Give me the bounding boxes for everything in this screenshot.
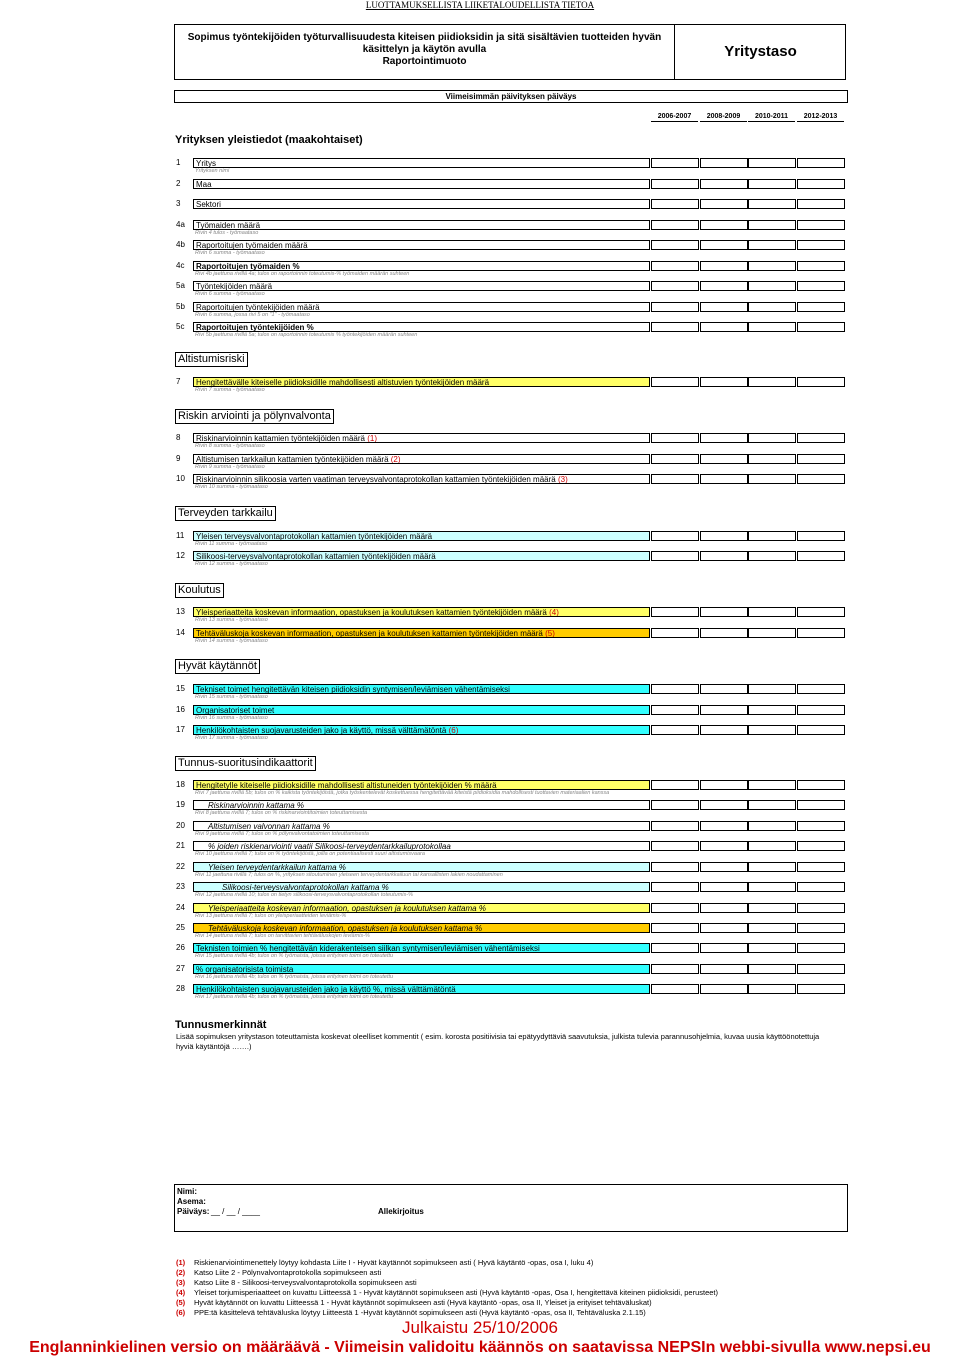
input-cell-row-23-2008-2009[interactable]: [700, 882, 748, 892]
input-cell-row-9-2006-2007[interactable]: [651, 454, 699, 464]
row-label-18: Hengitetylle kiteiselle piidioksidille mahdollisesti altistuneiden työntekijöiden % määrä: [193, 780, 650, 790]
row-number-26: 26: [176, 943, 185, 952]
footnote-ref-8: (1): [364, 434, 377, 443]
row-hint-8: Rivin 8 summa - työmaataso: [195, 443, 265, 449]
row-label-9: Altistumisen tarkkailun kattamien työntekijöiden määrä (2): [193, 454, 650, 464]
input-cell-row-9-2012-2013[interactable]: [797, 454, 845, 464]
section-title-4: Koulutus: [175, 583, 224, 598]
input-cell-row-8-2006-2007[interactable]: [651, 433, 699, 443]
row-hint-9: Rivin 9 summa - työmaataso: [195, 464, 265, 470]
input-cell-row-16-2008-2009[interactable]: [700, 705, 748, 715]
year-header-2006-2007: 2006-2007: [651, 112, 698, 122]
row-label-20: Altistumisen valvonnan kattama %: [193, 821, 650, 831]
input-cell-row-22-2012-2013[interactable]: [797, 862, 845, 872]
input-cell-row-3-2012-2013[interactable]: [797, 199, 845, 209]
row-label-10: Riskinarvioinnin silikoosia varten vaatiman terveysvalvontaprotokollan kattamien työntekijöiden määrä (3): [193, 474, 650, 484]
footnote-number: (2): [176, 1268, 186, 1277]
footnote-ref-9: (2): [388, 455, 401, 464]
input-cell-row-22-2008-2009[interactable]: [700, 862, 748, 872]
row-number-4c: 4c: [176, 261, 185, 270]
input-cell-row-21-2012-2013[interactable]: [797, 841, 845, 851]
input-cell-row-5a-2008-2009[interactable]: [700, 281, 748, 291]
row-number-24: 24: [176, 903, 185, 912]
input-cell-row-21-2010-2011[interactable]: [748, 841, 796, 851]
header-box: [174, 24, 846, 80]
input-cell-row-7-2006-2007[interactable]: [651, 377, 699, 387]
input-cell-row-13-2008-2009[interactable]: [700, 607, 748, 617]
input-cell-row-10-2008-2009[interactable]: [700, 474, 748, 484]
row-label-7: Hengitettävälle kiteiselle piidioksidille mahdollisesti altistuvien työntekijöiden määrä: [193, 377, 650, 387]
row-label-5a: Työntekijöiden määrä: [193, 281, 650, 291]
input-cell-row-5c-2012-2013[interactable]: [797, 322, 845, 332]
row-hint-16: Rivin 16 summa - työmaataso: [195, 715, 268, 721]
row-label-26: Teknisten toimien % hengitettävän kiderakenteisen siilkan syntymisen/leviämisen vähentämiseksi: [193, 943, 650, 953]
row-label-12: Silikoosi-terveysvalvontaprotokollan kattamien työntekijöiden määrä: [193, 551, 650, 561]
input-cell-row-9-2008-2009[interactable]: [700, 454, 748, 464]
row-number-8: 8: [176, 433, 181, 442]
row-number-5c: 5c: [176, 322, 185, 331]
row-number-7: 7: [176, 377, 181, 386]
input-cell-row-13-2010-2011[interactable]: [748, 607, 796, 617]
row-number-16: 16: [176, 705, 185, 714]
row-number-23: 23: [176, 882, 185, 891]
input-cell-row-16-2006-2007[interactable]: [651, 705, 699, 715]
input-cell-row-19-2008-2009[interactable]: [700, 800, 748, 810]
input-cell-row-15-2012-2013[interactable]: [797, 684, 845, 694]
footnote-text: Hyvät käytännöt on kuvattu Liitteessä 1 - Hyvät käytännöt sopimukseen asti (Hyvä käytäntö -opas, osa II, Yleiset ja erityiset tehtäväluskat): [194, 1298, 652, 1307]
input-cell-row-15-2008-2009[interactable]: [700, 684, 748, 694]
form-title: [175, 25, 675, 79]
row-hint-15: Rivin 15 summa - työmaataso: [195, 694, 268, 700]
footnote-number: (4): [176, 1288, 186, 1297]
input-cell-row-4c-2006-2007[interactable]: [651, 261, 699, 271]
row-label-4a: Työmaiden määrä: [193, 220, 650, 230]
row-label-19: Riskinarvioinnin kattama %: [193, 800, 650, 810]
input-cell-row-1-2008-2009[interactable]: [700, 158, 748, 168]
input-cell-row-18-2012-2013[interactable]: [797, 780, 845, 790]
input-cell-row-23-2006-2007[interactable]: [651, 882, 699, 892]
input-cell-row-14-2010-2011[interactable]: [748, 628, 796, 638]
input-cell-row-19-2010-2011[interactable]: [748, 800, 796, 810]
row-number-4a: 4a: [176, 220, 185, 229]
input-cell-row-28-2008-2009[interactable]: [700, 984, 748, 994]
row-label-25: Tehtäväluskoja koskevan informaation, opastuksen ja koulutuksen kattama %: [193, 923, 650, 933]
input-cell-row-5a-2012-2013[interactable]: [797, 281, 845, 291]
row-label-8: Riskinarvioinnin kattamien työntekijöiden määrä (1): [193, 433, 650, 443]
row-number-19: 19: [176, 800, 185, 809]
row-hint-10: Rivin 10 summa - työmaataso: [195, 484, 268, 490]
row-hint-26: Rivi 15 jaettuna rivillä 4b; tulos on % työmaista, joissa erityinen toimi on toteutettu: [195, 953, 394, 959]
row-label-17: Henkilökohtaisten suojavarusteiden jako ja käyttö, missä välttämätöntä (6): [193, 725, 650, 735]
input-cell-row-2-2008-2009[interactable]: [700, 179, 748, 189]
input-cell-row-10-2010-2011[interactable]: [748, 474, 796, 484]
input-cell-row-15-2006-2007[interactable]: [651, 684, 699, 694]
input-cell-row-12-2010-2011[interactable]: [748, 551, 796, 561]
title-line-1: Sopimus työntekijöiden työturvallisuudesta kiteisen piidioksidin ja sitä sisältävien tuotteiden hyvän: [187, 32, 662, 43]
footnote-5: [176, 1298, 718, 1308]
row-label-28: Henkilökohtaisten suojavarusteiden jako ja käyttö %, missä välttämätöntä: [193, 984, 650, 994]
input-cell-row-20-2008-2009[interactable]: [700, 821, 748, 831]
input-cell-row-22-2010-2011[interactable]: [748, 862, 796, 872]
input-cell-row-3-2008-2009[interactable]: [700, 199, 748, 209]
row-number-28: 28: [176, 984, 185, 993]
input-cell-row-4a-2010-2011[interactable]: [748, 220, 796, 230]
footnote-text: Katso Liite 8 - Silikoosi-terveysvalvontaprotokolla sopimukseen asti: [194, 1278, 417, 1287]
footnote-3: [176, 1278, 718, 1288]
input-cell-row-17-2012-2013[interactable]: [797, 725, 845, 735]
row-hint-1: Yrityksen nimi: [195, 168, 230, 174]
input-cell-row-23-2012-2013[interactable]: [797, 882, 845, 892]
row-number-27: 27: [176, 964, 185, 973]
input-cell-row-4c-2008-2009[interactable]: [700, 261, 748, 271]
row-number-14: 14: [176, 628, 185, 637]
row-hint-25: Rivi 14 jaettuna rivillä 7; tulos on tarvittavien tehtäväluskojen leviämis-%: [195, 933, 370, 939]
input-cell-row-28-2006-2007[interactable]: [651, 984, 699, 994]
row-number-15: 15: [176, 684, 185, 693]
input-cell-row-11-2012-2013[interactable]: [797, 531, 845, 541]
input-cell-row-17-2006-2007[interactable]: [651, 725, 699, 735]
section-title-1: Altistumisriski: [175, 352, 248, 367]
input-cell-row-7-2010-2011[interactable]: [748, 377, 796, 387]
footnote-1: [176, 1258, 718, 1268]
input-cell-row-25-2010-2011[interactable]: [748, 923, 796, 933]
row-number-21: 21: [176, 841, 185, 850]
input-cell-row-24-2010-2011[interactable]: [748, 903, 796, 913]
row-label-16: Organisatoriset toimet: [193, 705, 650, 715]
input-cell-row-11-2008-2009[interactable]: [700, 531, 748, 541]
footnote-text: Katso Liite 2 - Pölynvalvontaprotokolla sopimukseen asti: [194, 1268, 382, 1277]
input-cell-row-19-2006-2007[interactable]: [651, 800, 699, 810]
input-cell-row-27-2008-2009[interactable]: [700, 964, 748, 974]
input-cell-row-5a-2006-2007[interactable]: [651, 281, 699, 291]
row-hint-4c: Rivi 4b jaettuna rivillä 4a; tulos on raportoinnin toteutumis-% työmaiden määrän suhteen: [195, 271, 410, 277]
role-label[interactable]: Asema:: [177, 1197, 206, 1206]
row-hint-28: Rivi 17 jaettuna rivillä 4b; tulos on % työmaista, joissa erityinen toimi on toteutettu: [195, 994, 394, 1000]
row-hint-20: Rivi 9 jaettuna rivillä 7; tulos on % pölynvalvontatoimien toteuttamisesta: [195, 831, 369, 837]
row-number-25: 25: [176, 923, 185, 932]
input-cell-row-25-2008-2009[interactable]: [700, 923, 748, 933]
row-number-12: 12: [176, 551, 185, 560]
row-label-11: Yleisen terveysvalvontaprotokollan kattamien työntekijöiden määrä: [193, 531, 650, 541]
general-info-title: Yrityksen yleistiedot (maakohtaiset): [175, 134, 363, 146]
row-hint-23: Rivi 12 jaettuna rivillä 10; tulos on tietyn silikoosi-terveysvalvontaprotokollan toteutumis-%: [195, 892, 413, 898]
input-cell-row-5b-2010-2011[interactable]: [748, 302, 796, 312]
input-cell-row-14-2006-2007[interactable]: [651, 628, 699, 638]
input-cell-row-4a-2008-2009[interactable]: [700, 220, 748, 230]
input-cell-row-7-2012-2013[interactable]: [797, 377, 845, 387]
footnote-number: (5): [176, 1298, 186, 1307]
input-cell-row-4c-2010-2011[interactable]: [748, 261, 796, 271]
row-hint-14: Rivin 14 summa - työmaataso: [195, 638, 268, 644]
row-label-5b: Raportoitujen työntekijöiden määrä: [193, 302, 650, 312]
row-number-17: 17: [176, 725, 185, 734]
input-cell-row-5c-2010-2011[interactable]: [748, 322, 796, 332]
row-number-4b: 4b: [176, 240, 185, 249]
input-cell-row-4c-2012-2013[interactable]: [797, 261, 845, 271]
input-cell-row-20-2012-2013[interactable]: [797, 821, 845, 831]
row-number-5a: 5a: [176, 281, 185, 290]
input-cell-row-9-2010-2011[interactable]: [748, 454, 796, 464]
input-cell-row-28-2010-2011[interactable]: [748, 984, 796, 994]
row-label-2: Maa: [193, 179, 650, 189]
input-cell-row-5b-2006-2007[interactable]: [651, 302, 699, 312]
report-date-label: Viimeisimmän päivityksen päiväys: [174, 90, 848, 103]
input-cell-row-24-2012-2013[interactable]: [797, 903, 845, 913]
input-cell-row-4b-2008-2009[interactable]: [700, 240, 748, 250]
input-cell-row-26-2010-2011[interactable]: [748, 943, 796, 953]
input-cell-row-5a-2010-2011[interactable]: [748, 281, 796, 291]
input-cell-row-25-2012-2013[interactable]: [797, 923, 845, 933]
input-cell-row-25-2006-2007[interactable]: [651, 923, 699, 933]
row-label-27: % organisatorisista toimista: [193, 964, 650, 974]
input-cell-row-10-2006-2007[interactable]: [651, 474, 699, 484]
input-cell-row-1-2010-2011[interactable]: [748, 158, 796, 168]
input-cell-row-5c-2008-2009[interactable]: [700, 322, 748, 332]
input-cell-row-26-2006-2007[interactable]: [651, 943, 699, 953]
row-hint-19: Rivi 8 jaettuna rivillä 7; tulos on % riskinarviointitoimien toteuttamisesta: [195, 810, 368, 816]
row-hint-13: Rivin 13 summa - työmaataso: [195, 617, 268, 623]
row-label-15: Tekniset toimet hengitettävän kiteisen piidioksidin syntymisen/leviämisen vähentämiseksi: [193, 684, 650, 694]
row-hint-5c: Rivi 5b jaettuna rivillä 5a; tulos on raportoinnin toteutumis % työntekijöiden määrän suhteen: [195, 332, 418, 338]
input-cell-row-4a-2006-2007[interactable]: [651, 220, 699, 230]
year-header-2012-2013: 2012-2013: [797, 112, 844, 122]
row-hint-11: Rivin 11 summa - työmaataso: [195, 541, 268, 547]
row-hint-18: Rivi 7 jaettuna rivillä 5b; tulos on % kaikista työntekijöistä, jotka työskentelevät koskettuessa hengitettävää kiteistä piidioksidia mahdollisesti tuottavien materiaalien kanssa: [195, 790, 610, 796]
row-hint-22: Rivi 11 jaettuna rivillä 7; tulos on %, yrityksen sitoutuminen yleiseen terveydentarkkailuun tai kansallisten lakien noudattaminen: [195, 872, 503, 878]
signature-box: [174, 1184, 848, 1232]
row-number-18: 18: [176, 780, 185, 789]
footnote-ref-10: (3): [555, 475, 568, 484]
section-title-6: Tunnus-suoritusindikaattorit: [175, 756, 316, 771]
input-cell-row-17-2010-2011[interactable]: [748, 725, 796, 735]
input-cell-row-3-2010-2011[interactable]: [748, 199, 796, 209]
input-cell-row-18-2008-2009[interactable]: [700, 780, 748, 790]
input-cell-row-24-2008-2009[interactable]: [700, 903, 748, 913]
input-cell-row-19-2012-2013[interactable]: [797, 800, 845, 810]
signature-label[interactable]: Allekirjoitus: [378, 1207, 424, 1216]
confidential-banner: LUOTTAMUKSELLISTA LIIKETALOUDELLISTA TIETOA: [365, 0, 595, 10]
input-cell-row-5b-2012-2013[interactable]: [797, 302, 845, 312]
english-version-note: Englanninkielinen versio on määräävä - Viimeisin validoitu käännös on saatavissa NEPSIn webbi-sivulla www.nepsi.eu: [29, 1339, 931, 1356]
date-label: Päiväys:: [177, 1207, 210, 1216]
row-label-14: Tehtäväluskoja koskevan informaation, opastuksen ja koulutuksen kattamien työntekijöiden määrä (5): [193, 628, 650, 638]
title-line-2: käsittelyn ja käytön avulla: [362, 44, 487, 55]
footnote-6: [176, 1308, 718, 1318]
row-hint-27: Rivi 16 jaettuna rivillä 4b; tulos on % työmaista, joissa erityinen toimi on toteutettu: [195, 974, 394, 980]
input-cell-row-12-2006-2007[interactable]: [651, 551, 699, 561]
input-cell-row-28-2012-2013[interactable]: [797, 984, 845, 994]
row-hint-17: Rivin 17 summa - työmaataso: [195, 735, 268, 741]
row-label-22: Yleisen terveydentarkkailun kattama %: [193, 862, 650, 872]
input-cell-row-2-2010-2011[interactable]: [748, 179, 796, 189]
title-line-3: Raportointimuoto: [382, 56, 467, 67]
footnotes: [176, 1258, 718, 1318]
input-cell-row-8-2008-2009[interactable]: [700, 433, 748, 443]
row-hint-5a: Rivin 6 summa - työmaataso: [195, 291, 265, 297]
row-number-13: 13: [176, 607, 185, 616]
row-number-5b: 5b: [176, 302, 185, 311]
row-hint-21: Rivi 10 jaettuna rivillä 7; tulos on % työntekijöistä, joilla on potentiaalisesti suuri altistumisvaara: [195, 851, 425, 857]
input-cell-row-16-2010-2011[interactable]: [748, 705, 796, 715]
date-field[interactable]: __ / __ / ____: [211, 1207, 260, 1216]
input-cell-row-24-2006-2007[interactable]: [651, 903, 699, 913]
input-cell-row-16-2012-2013[interactable]: [797, 705, 845, 715]
input-cell-row-20-2010-2011[interactable]: [748, 821, 796, 831]
input-cell-row-5b-2008-2009[interactable]: [700, 302, 748, 312]
input-cell-row-22-2006-2007[interactable]: [651, 862, 699, 872]
input-cell-row-14-2012-2013[interactable]: [797, 628, 845, 638]
input-cell-row-13-2012-2013[interactable]: [797, 607, 845, 617]
input-cell-row-12-2008-2009[interactable]: [700, 551, 748, 561]
row-number-22: 22: [176, 862, 185, 871]
input-cell-row-18-2006-2007[interactable]: [651, 780, 699, 790]
input-cell-row-5c-2006-2007[interactable]: [651, 322, 699, 332]
row-hint-4b: Rivin 6 summa - työmaataso: [195, 250, 265, 256]
row-hint-7: Rivin 7 summa - työmaataso: [195, 387, 265, 393]
input-cell-row-8-2010-2011[interactable]: [748, 433, 796, 443]
row-number-3: 3: [176, 199, 181, 208]
input-cell-row-11-2010-2011[interactable]: [748, 531, 796, 541]
input-cell-row-7-2008-2009[interactable]: [700, 377, 748, 387]
input-cell-row-26-2008-2009[interactable]: [700, 943, 748, 953]
input-cell-row-2-2006-2007[interactable]: [651, 179, 699, 189]
row-hint-24: Rivi 13 jaettuna rivillä 7; tulos on yleisperiaatteiden leviämis-%: [195, 913, 347, 919]
footnote-2: [176, 1268, 718, 1278]
published-date: Julkaistu 25/10/2006: [402, 1318, 558, 1337]
footnote-ref-13: (4): [546, 608, 559, 617]
input-cell-row-12-2012-2013[interactable]: [797, 551, 845, 561]
comments-text[interactable]: Lisää sopimuksen yritystason toteuttamista koskevat oleelliset kommentit ( esim. korosta positiivisia tai epätyydyttäviä saavutuksia, julkista tulevia parannusohjelmia, kuvaa uusia käyttöönotettuja hyviä käytäntöjä …….): [176, 1032, 820, 1051]
section-title-3: Terveyden tarkkailu: [175, 506, 276, 521]
footnote-number: (1): [176, 1258, 186, 1267]
input-cell-row-11-2006-2007[interactable]: [651, 531, 699, 541]
input-cell-row-3-2006-2007[interactable]: [651, 199, 699, 209]
year-header-2008-2009: 2008-2009: [700, 112, 747, 122]
row-label-24: Yleisperiaatteita koskevan informaation, opastuksen ja koulutuksen kattama %: [193, 903, 650, 913]
input-cell-row-4b-2012-2013[interactable]: [797, 240, 845, 250]
row-label-23: Silikoosi-terveysvalvontaprotokollan kattama %: [193, 882, 650, 892]
row-number-11: 11: [176, 531, 185, 540]
section-title-5: Hyvät käytännöt: [175, 659, 260, 674]
row-hint-5b: Rivin 6 summa, jossa rivi 5 on "1" - työmaataso: [195, 312, 310, 318]
input-cell-row-4b-2006-2007[interactable]: [651, 240, 699, 250]
input-cell-row-2-2012-2013[interactable]: [797, 179, 845, 189]
row-number-10: 10: [176, 474, 185, 483]
row-number-20: 20: [176, 821, 185, 830]
input-cell-row-27-2006-2007[interactable]: [651, 964, 699, 974]
row-label-13: Yleisperiaatteita koskevan informaation, opastuksen ja koulutuksen kattamien työntekijöiden määrä (4): [193, 607, 650, 617]
row-number-2: 2: [176, 179, 181, 188]
name-label[interactable]: Nimi:: [177, 1187, 197, 1196]
row-label-4c: Raportoitujen työmaiden %: [193, 261, 650, 271]
input-cell-row-10-2012-2013[interactable]: [797, 474, 845, 484]
input-cell-row-17-2008-2009[interactable]: [700, 725, 748, 735]
footnote-ref-17: (6): [446, 726, 459, 735]
level-label: Yritystaso: [724, 43, 797, 60]
input-cell-row-1-2012-2013[interactable]: [797, 158, 845, 168]
input-cell-row-23-2010-2011[interactable]: [748, 882, 796, 892]
year-header-2010-2011: 2010-2011: [748, 112, 795, 122]
input-cell-row-1-2006-2007[interactable]: [651, 158, 699, 168]
input-cell-row-18-2010-2011[interactable]: [748, 780, 796, 790]
footnote-text: Riskienarviointimenettely löytyy kohdasta Liite I - Hyvät käytännöt sopimukseen asti ( Hyvä käytäntö -opas, osa I, luku 4): [194, 1258, 594, 1267]
input-cell-row-4a-2012-2013[interactable]: [797, 220, 845, 230]
input-cell-row-14-2008-2009[interactable]: [700, 628, 748, 638]
input-cell-row-27-2010-2011[interactable]: [748, 964, 796, 974]
section-title-2: Riskin arviointi ja pölynvalvonta: [175, 409, 334, 424]
row-number-9: 9: [176, 454, 181, 463]
footnote-text: PPE:tä käsittelevä tehtäväluska löytyy Liitteestä 1 -Hyvät käytännöt sopimukseen asti (Hyvä käytäntö -opas, osa II, Tehtäväluska 2.1.15): [194, 1308, 646, 1317]
row-hint-4a: Rivin 4 tulos - työmaataso: [195, 230, 259, 236]
comments-title: Tunnusmerkinnät: [175, 1019, 267, 1031]
row-label-1: Yritys: [193, 158, 650, 168]
row-number-1: 1: [176, 158, 181, 167]
input-cell-row-21-2008-2009[interactable]: [700, 841, 748, 851]
input-cell-row-27-2012-2013[interactable]: [797, 964, 845, 974]
input-cell-row-26-2012-2013[interactable]: [797, 943, 845, 953]
input-cell-row-21-2006-2007[interactable]: [651, 841, 699, 851]
input-cell-row-20-2006-2007[interactable]: [651, 821, 699, 831]
row-label-21: % joiden riskienarviointi vaatii Silikoosi-terveydentarkkailuprotokollaa: [193, 841, 650, 851]
input-cell-row-8-2012-2013[interactable]: [797, 433, 845, 443]
footnote-4: [176, 1288, 718, 1298]
footnote-ref-14: (5): [542, 629, 555, 638]
footnote-number: (6): [176, 1308, 186, 1317]
input-cell-row-4b-2010-2011[interactable]: [748, 240, 796, 250]
footnote-text: Yleiset torjumisperiaatteet on kuvattu Liitteessä 1 - Hyvät käytännöt sopimukseen asti (Hyvä käytäntö -opas, Osa I, hengitettävä kiteinen piidioksidi, perusteet): [194, 1288, 719, 1297]
row-label-5c: Raportoitujen työntekijöiden %: [193, 322, 650, 332]
footnote-number: (3): [176, 1278, 186, 1287]
row-label-4b: Raportoitujen työmaiden määrä: [193, 240, 650, 250]
row-hint-12: Rivin 12 summa - työmaataso: [195, 561, 268, 567]
input-cell-row-13-2006-2007[interactable]: [651, 607, 699, 617]
input-cell-row-15-2010-2011[interactable]: [748, 684, 796, 694]
row-label-3: Sektori: [193, 199, 650, 209]
